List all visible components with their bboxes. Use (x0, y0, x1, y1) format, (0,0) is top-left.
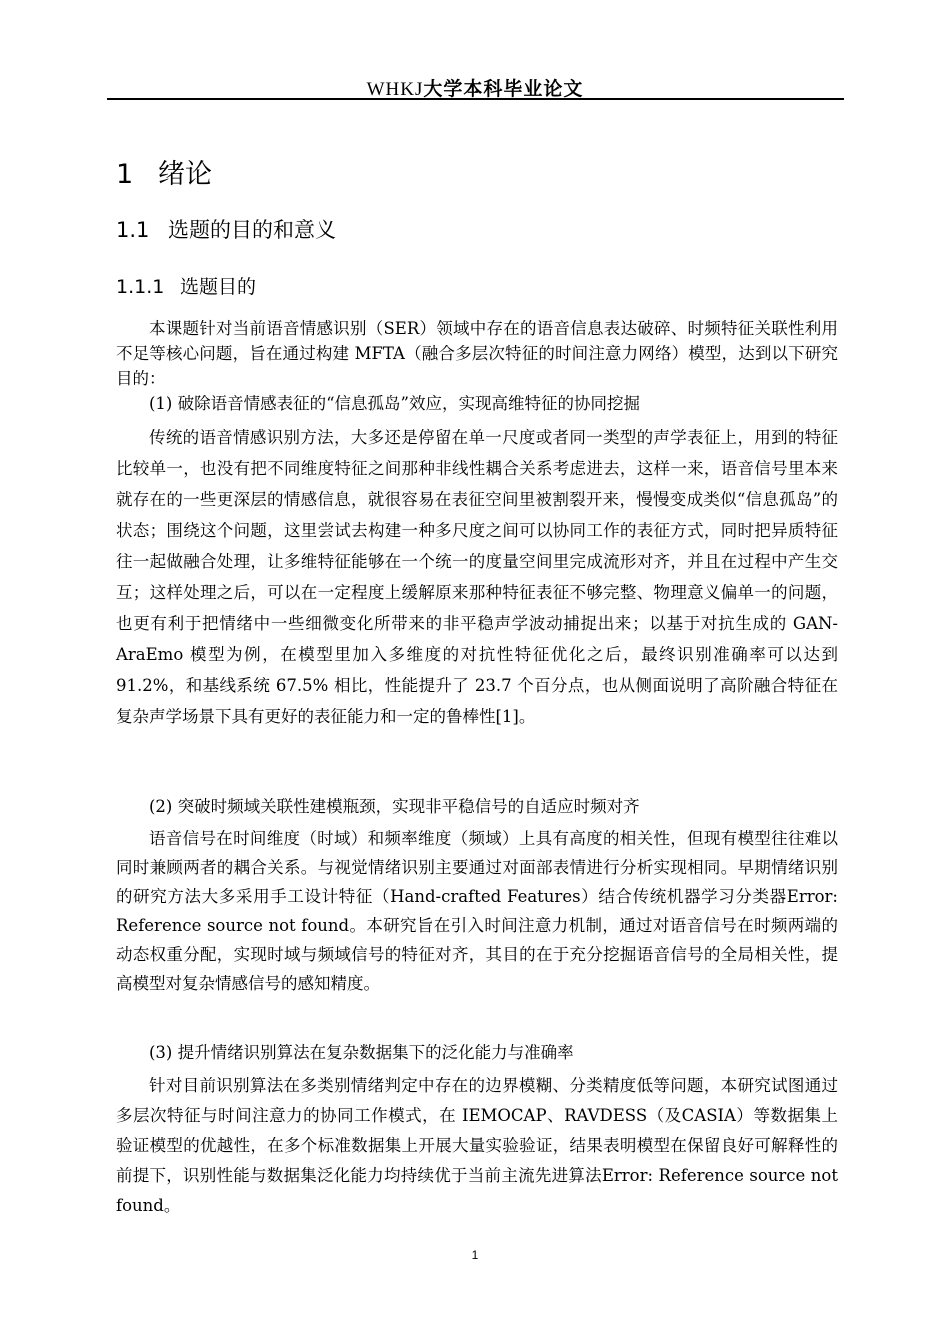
subsection-heading (116, 272, 256, 299)
subsection-number: 1.1.1 (116, 276, 165, 298)
point-heading-1-block (116, 392, 838, 416)
running-header (0, 74, 950, 101)
chapter-title: 绪论 (158, 159, 212, 190)
point-heading-1: (1) 破除语音情感表征的“信息孤岛”效应，实现高维特征的协同挖掘 (149, 394, 640, 413)
subsection-title: 选题目的 (180, 276, 257, 298)
point-body-3-block (116, 1071, 838, 1221)
section-heading (116, 214, 336, 244)
point-body-2: 语音信号在时间维度（时域）和频率维度（频域）上具有高度的相关性，但现有模型往往难以同时兼顾两者的耦合关系。与视觉情绪识别主要通过对面部表情进行分析实现相同。早期情绪识别的研究方法大多采用手工设计特征（Hand-crafted Features）结合传统机器学习分类器Error: Reference source not found。本研究旨在引入时间注意力机制，通过对语音信号在时频两端的动态权重分配，实现时域与频域信号的特征对齐，其目的在于充分挖掘语音信号的全局相关性，提高模型对复杂情感信号的感知精度。 (116, 829, 838, 993)
header-latin: WHKJ (366, 79, 424, 100)
intro-paragraph: 本课题针对当前语音情感识别（SER）领域中存在的语音信息表达破碎、时频特征关联性利用不足等核心问题，旨在通过构建 MFTA（融合多层次特征的时间注意力网络）模型，达到以下研究目的： (116, 319, 838, 388)
header-divider (107, 98, 844, 100)
point-heading-3-block (116, 1041, 838, 1065)
point-heading-2-block (116, 795, 838, 819)
point-body-1: 传统的语音情感识别方法，大多还是停留在单一尺度或者同一类型的声学表征上，用到的特征比较单一，也没有把不同维度特征之间那种非线性耦合关系考虑进去，这样一来，语音信号里本来就存在的一些更深层的情感信息，就很容易在表征空间里被割裂开来，慢慢变成类似“信息孤岛”的状态；围绕这个问题，这里尝试去构建一种多尺度之间可以协同工作的表征方式，同时把异质特征往一起做融合处理，让多维特征能够在一个统一的度量空间里完成流形对齐，并且在过程中产生交互；这样处理之后，可以在一定程度上缓解原来那种特征表征不够完整、物理意义偏单一的问题，也更有利于把情绪中一些细微变化所带来的非平稳声学波动捕捉出来；以基于对抗生成的 GAN-AraEmo 模型为例，在模型里加入多维度的对抗性特征优化之后，最终识别准确率可以达到 91.2%，和基线系统 67.5% 相比，性能提升了 23.7 个百分点，也从侧面说明了高阶融合特征在复杂声学场景下具有更好的表征能力和一定的鲁棒性[1]。 (116, 428, 838, 726)
header-title: 大学本科毕业论文 (423, 78, 584, 100)
point-body-3: 针对目前识别算法在多类别情绪判定中存在的边界模糊、分类精度低等问题，本研究试图通过多层次特征与时间注意力的协同工作模式，在 IEMOCAP、RAVDESS（及CASIA）等数据集上验证模型的优越性，在多个标准数据集上开展大量实验验证，结果表明模型在保留良好可解释性的前提下，识别性能与数据集泛化能力均持续优于当前主流先进算法Error: Reference source not found。 (116, 1076, 838, 1215)
point-heading-2: (2) 突破时频域关联性建模瓶颈，实现非平稳信号的自适应时频对齐 (149, 797, 640, 816)
chapter-number: 1 (116, 159, 134, 190)
section-number: 1.1 (116, 218, 150, 242)
intro-paragraph-block (116, 316, 838, 391)
point-body-2-block (116, 824, 838, 998)
chapter-heading (116, 152, 212, 191)
point-body-1-block (116, 422, 838, 732)
point-heading-3: (3) 提升情绪识别算法在复杂数据集下的泛化能力与准确率 (149, 1043, 574, 1062)
page-number: 1 (471, 1248, 479, 1262)
section-title: 选题的目的和意义 (168, 218, 336, 242)
